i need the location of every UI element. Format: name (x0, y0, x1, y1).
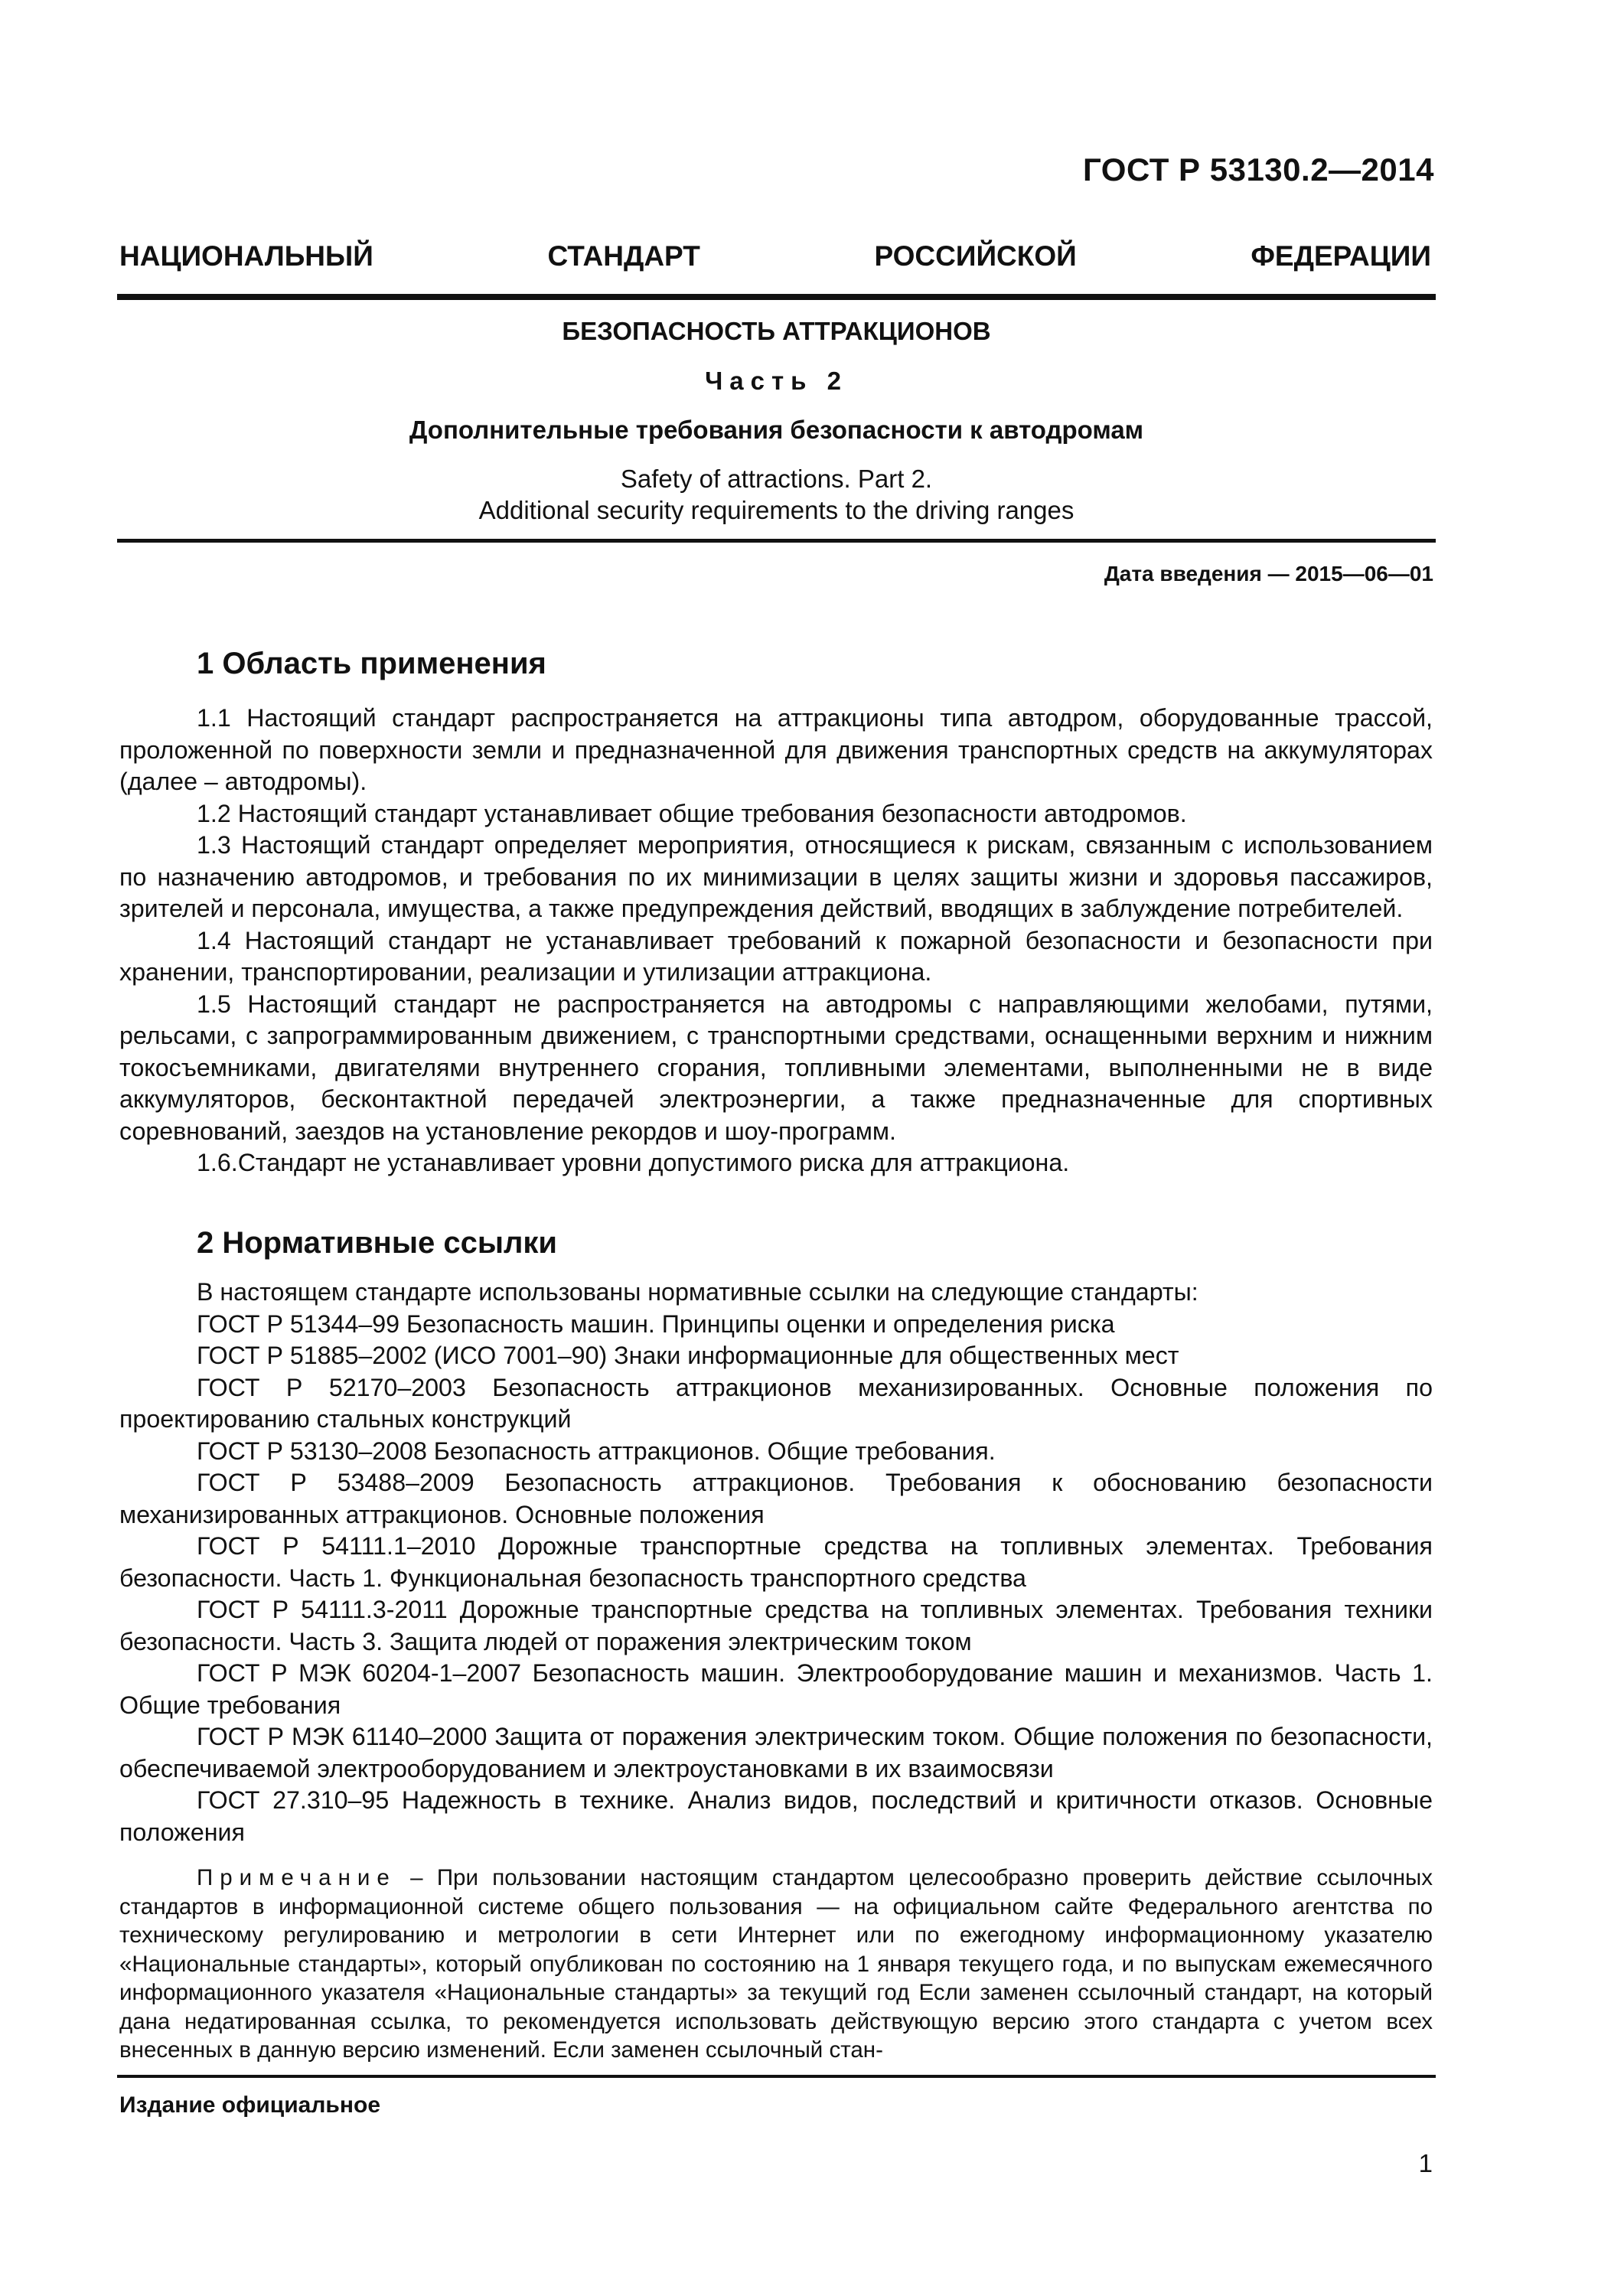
reference-item: ГОСТ Р 51885–2002 (ИСО 7001–90) Знаки информационные для общественных мест (197, 1342, 1179, 1369)
note-text: – При пользовании настоящим стандартом целесообразно проверить действие ссылочных стандартов в информационной системе общего пользования — на официальном сайте Федерального агентства по техническому регулированию и метрологии в сети Интернет или по ежегодному информационному указателю «Национальные стандарты», который опубликован по состоянию на 1 января текущего года, и по выпускам ежемесячного информационного указателя «Национальные стандарты» за текущий год Если заменен ссылочный стандарт, на который дана недатированная ссылка, то рекомендуется использовать действующую версию этого стандарта с учетом всех внесенных в данную версию изменений. Если заменен ссылочный стан- (119, 1865, 1433, 2063)
title-rule (117, 539, 1436, 543)
reference-item: ГОСТ Р МЭК 60204-1–2007 Безопасность машин. Электрооборудование машин и механизмов. Часть 1. Общие требования (119, 1659, 1433, 1719)
english-title-line-2: Additional security requirements to the driving ranges (478, 496, 1075, 524)
paragraph-1-4: 1.4 Настоящий стандарт не устанавливает требований к пожарной безопасности и безопасности при хранении, транспортировании, реализации и утилизации аттракциона. (119, 926, 1433, 986)
reference-item: ГОСТ Р 54111.1–2010 Дорожные транспортные средства на топливных элементах. Требования безопасности. Часть 1. Функциональная безопасность транспортного средства (119, 1532, 1433, 1592)
reference-item: ГОСТ 27.310–95 Надежность в технике. Анализ видов, последствий и критичности отказов. Основные положения (119, 1786, 1433, 1846)
reference-item: ГОСТ Р МЭК 61140–2000 Защита от поражения электрическим током. Общие положения по безопасности, обеспечиваемой электрооборудованием и электроустановками в их взаимосвязи (119, 1723, 1433, 1782)
section-2-body (119, 1277, 1433, 1848)
section-1-body (119, 703, 1433, 1179)
references-intro: В настоящем стандарте использованы нормативные ссылки на следующие стандарты: (197, 1278, 1198, 1306)
paragraph-1-5: 1.5 Настоящий стандарт не распространяется на автодромы с направляющими желобами, путями, рельсами, с запрограммированным движением, с транспортными средствами, оснащенными верхним и нижним токосъемниками, двигателями внутреннего сгорания, топливными элементами, выполненными не в виде аккумуляторов, бесконтактной передачей электроэнергии, а также предназначенные для спортивных соревнований, заездов на установление рекордов и шоу-программ. (119, 990, 1433, 1145)
reference-item: ГОСТ Р 52170–2003 Безопасность аттракционов механизированных. Основные положения по проектированию стальных конструкций (119, 1373, 1433, 1433)
header-rule (117, 294, 1436, 300)
section-1-heading: 1 Область применения (197, 647, 546, 680)
footer-rule (117, 2075, 1436, 2078)
paragraph-1-2: 1.2 Настоящий стандарт устанавливает общие требования безопасности автодромов. (197, 799, 1187, 827)
english-title-line-1: Safety of attractions. Part 2. (620, 465, 933, 493)
document-part: Часть 2 (705, 367, 848, 395)
paragraph-1-1: 1.1 Настоящий стандарт распространяется на аттракционы типа автодром, оборудованные трассой, проложенной по поверхности земли и предназначенной для движения транспортных средств на аккумуляторах (далее – автодромы). (119, 704, 1433, 795)
english-title (117, 463, 1436, 526)
gost-number: ГОСТ Р 53130.2—2014 (1083, 152, 1434, 188)
document-title: БЕЗОПАСНОСТЬ АТТРАКЦИОНОВ (562, 317, 991, 345)
national-standard-banner: НАЦИОНАЛЬНЫЙ СТАНДАРТ РОССИЙСКОЙ ФЕДЕРАЦИИ (119, 240, 1431, 272)
note-label: Примечание (197, 1865, 396, 1890)
document-subtitle: Дополнительные требования безопасности к автодромам (409, 416, 1144, 444)
note (119, 1864, 1433, 2065)
introduction-date: Дата введения — 2015—06—01 (1104, 562, 1433, 585)
reference-item: ГОСТ Р 53130–2008 Безопасность аттракционов. Общие требования. (197, 1437, 996, 1465)
paragraph-1-6: 1.6.Стандарт не устанавливает уровни допустимого риска для аттракциона. (197, 1149, 1070, 1176)
reference-item: ГОСТ Р 51344–99 Безопасность машин. Принципы оценки и определения риска (197, 1309, 1115, 1338)
page-number: 1 (1418, 2149, 1433, 2177)
reference-item: ГОСТ Р 54111.3-2011 Дорожные транспортные средства на топливных элементах. Требования техники безопасности. Часть 3. Защита людей от поражения электрическим током (119, 1596, 1433, 1655)
official-edition-label: Издание официальное (119, 2092, 381, 2118)
section-2-heading: 2 Нормативные ссылки (197, 1226, 558, 1260)
paragraph-1-3: 1.3 Настоящий стандарт определяет мероприятия, относящиеся к рискам, связанным с использованием по назначению автодромов, и требования по их минимизации в целях защиты жизни и здоровья пассажиров, зрителей и персонала, имущества, а также предупреждения действий, вводящих в заблуждение потребителей. (119, 831, 1433, 922)
reference-item: ГОСТ Р 53488–2009 Безопасность аттракционов. Требования к обоснованию безопасности механизированных аттракционов. Основные положения (119, 1469, 1433, 1528)
